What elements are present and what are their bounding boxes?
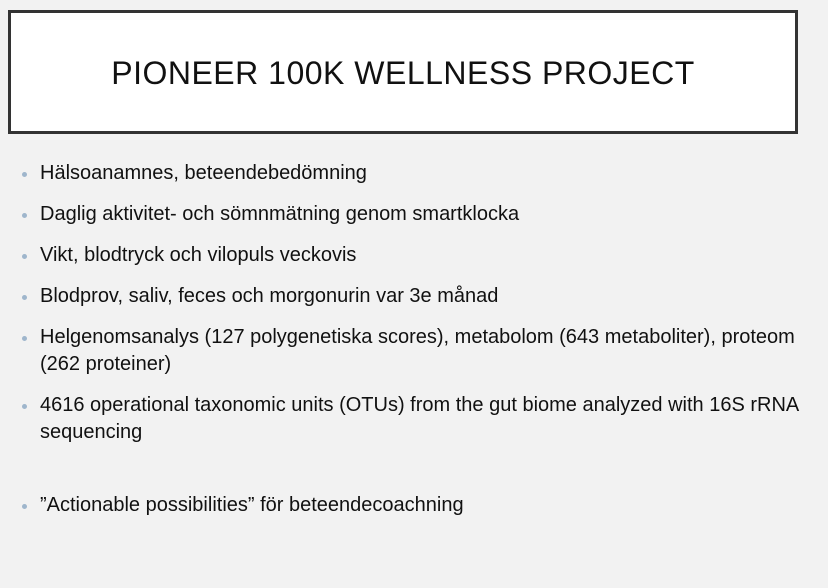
bullet-text: Daglig aktivitet- och sömnmätning genom smartklocka xyxy=(40,203,520,225)
bullet-marker-icon xyxy=(22,213,27,218)
bullet-marker-icon xyxy=(22,404,27,409)
bullet-item xyxy=(22,492,812,519)
bullet-text: 4616 operational taxonomic units (OTUs) from the gut biome analyzed with 16S rRNA sequencing xyxy=(40,394,799,443)
bullet-text: Helgenomsanalys (127 polygenetiska scores), metabolom (643 metaboliter), proteom (262 proteiner) xyxy=(40,326,795,375)
bullet-marker-icon xyxy=(22,295,27,300)
bullet-text: Blodprov, saliv, feces och morgonurin var 3e månad xyxy=(40,285,499,307)
bullet-marker-icon xyxy=(22,336,27,341)
bullet-item xyxy=(22,160,812,187)
bullet-item xyxy=(22,283,812,310)
bullet-list xyxy=(22,160,812,533)
bullet-text: Vikt, blodtryck och vilopuls veckovis xyxy=(40,244,357,266)
bullet-marker-icon xyxy=(22,254,27,259)
bullet-text: Hälsoanamnes, beteendebedömning xyxy=(40,162,367,184)
bullet-item xyxy=(22,242,812,269)
bullet-item xyxy=(22,392,812,446)
bullet-item xyxy=(22,324,812,378)
slide-title: PIONEER 100K WELLNESS PROJECT xyxy=(111,54,695,91)
title-box xyxy=(8,10,798,134)
bullet-text: ”Actionable possibilities” för beteendecoachning xyxy=(40,494,464,516)
bullet-marker-icon xyxy=(22,172,27,177)
bullet-item xyxy=(22,201,812,228)
bullet-marker-icon xyxy=(22,504,27,509)
